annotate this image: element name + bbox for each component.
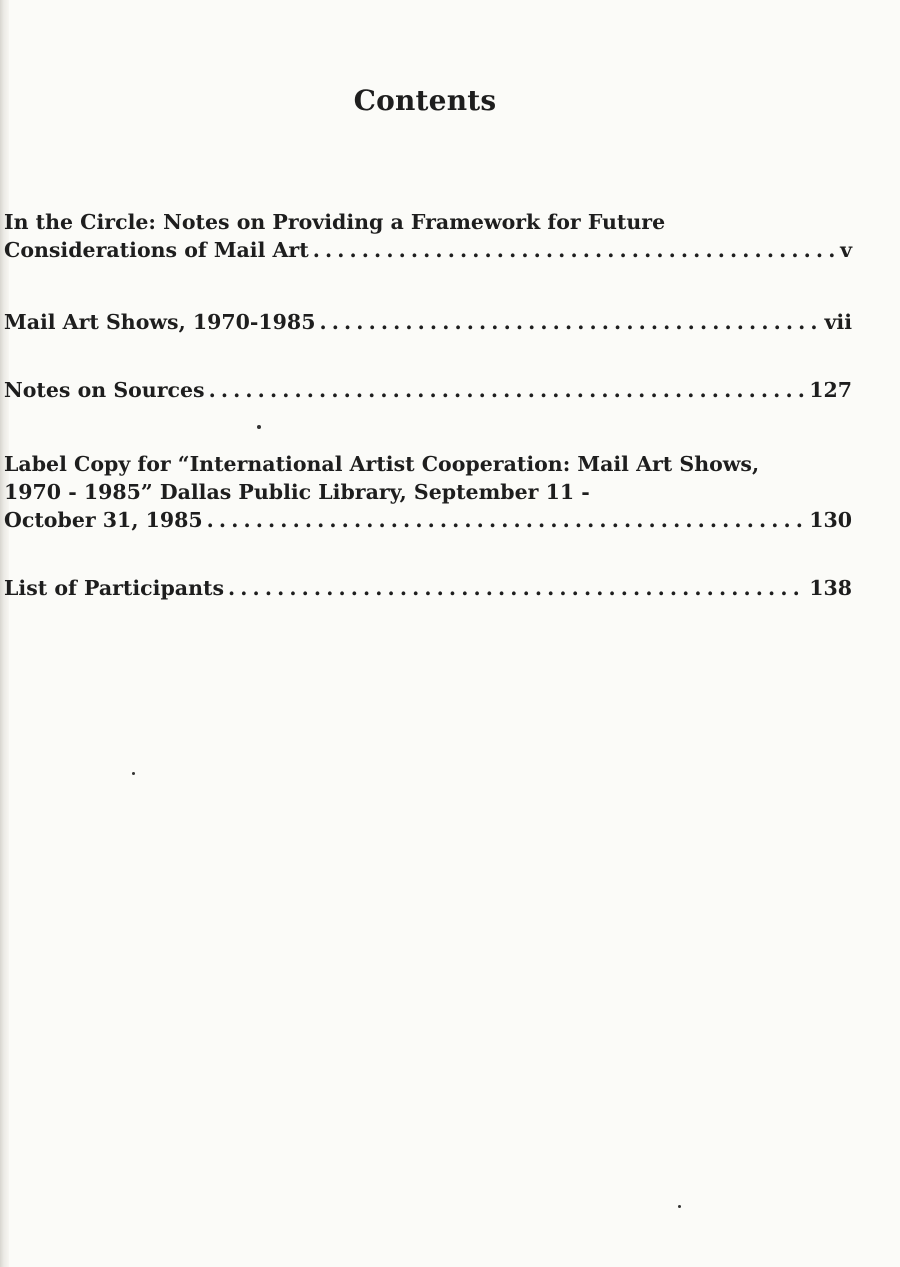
print-speck [257, 425, 261, 429]
toc-entry-line: 1970 - 1985” Dallas Public Library, September 11 - [4, 480, 590, 504]
toc-entry-title: October 31, 1985 [4, 508, 203, 532]
dot-leader [209, 376, 806, 404]
toc-page-number: 130 [809, 508, 852, 532]
toc-entry-title: Mail Art Shows, 1970-1985 [4, 310, 316, 334]
toc-entry-in-the-circle[interactable] [4, 208, 852, 264]
dot-leader [313, 236, 836, 264]
toc-entry-title: List of Participants [4, 576, 224, 600]
dot-leader [319, 308, 820, 336]
toc-entry-line: In the Circle: Notes on Providing a Framework for Future [4, 210, 666, 234]
toc-page-number: vii [824, 310, 852, 334]
binding-gutter [0, 0, 9, 1267]
dot-leader [207, 506, 806, 534]
print-speck [678, 1205, 681, 1208]
toc-entry-mail-art-shows[interactable] [4, 308, 852, 336]
toc-leader-line [4, 236, 852, 264]
toc-entry-notes-on-sources[interactable] [4, 376, 852, 404]
toc-leader-line [4, 574, 852, 602]
toc-page-number: v [840, 238, 852, 262]
toc-leader-line [4, 506, 852, 534]
toc-page-number: 138 [809, 576, 852, 600]
toc-entry-title: Considerations of Mail Art [4, 238, 309, 262]
dot-leader [228, 574, 805, 602]
page-title: Contents [353, 84, 497, 117]
print-speck [132, 772, 135, 775]
toc-leader-line [4, 308, 852, 336]
toc-entry-line: Label Copy for “International Artist Cooperation: Mail Art Shows, [4, 452, 760, 476]
toc-leader-line [4, 376, 852, 404]
toc-entry-list-of-participants[interactable] [4, 574, 852, 602]
toc-entry-label-copy[interactable] [4, 450, 852, 534]
toc-entry-title: Notes on Sources [4, 378, 205, 402]
toc-page-number: 127 [809, 378, 852, 402]
